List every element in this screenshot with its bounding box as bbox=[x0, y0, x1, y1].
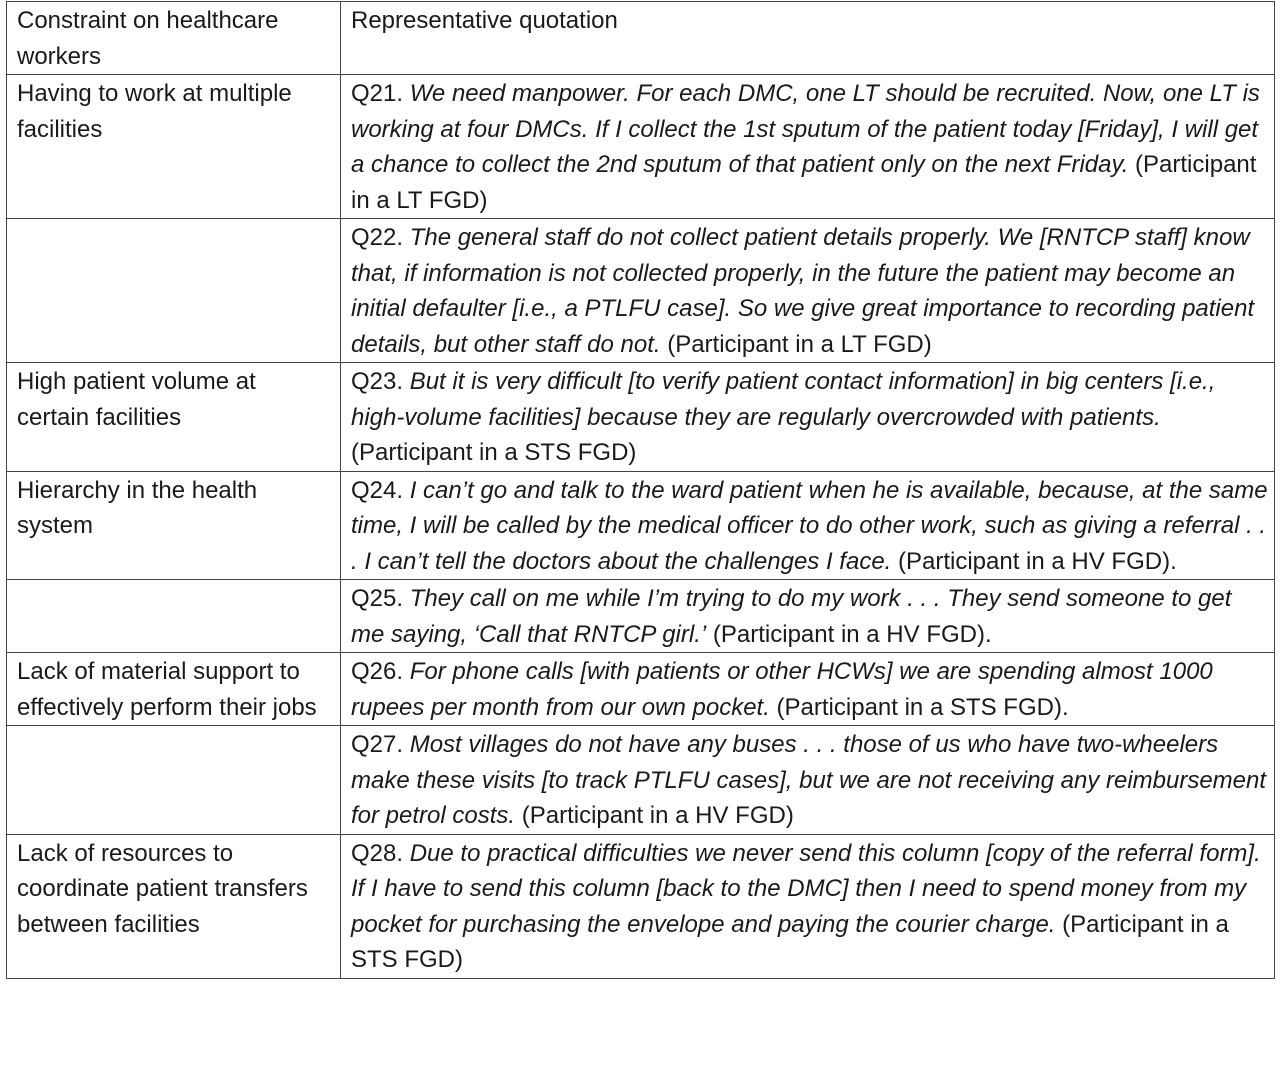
constraint-cell: Lack of resources to coordinate patient transfers between facilities bbox=[7, 834, 341, 978]
quote-source: (Participant in a STS FGD). bbox=[776, 693, 1069, 721]
quote-text: But it is very difficult [to verify patient contact information] in big centers [i.e., high-volume facilities] because they are regularly overcrowded with patients. bbox=[351, 368, 1216, 431]
constraint-cell: High patient volume at certain facilities bbox=[7, 363, 341, 472]
quotation-cell bbox=[341, 75, 1275, 219]
table-row bbox=[7, 471, 1275, 580]
quote-source: (Participant in a HV FGD). bbox=[712, 620, 992, 648]
quote-text: We need manpower. For each DMC, one LT should be recruited. Now, one LT is working at four DMCs. If I collect the 1st sputum of the patient today [Friday], I will get a chance to collect the 2nd sputum of that patient only on the next Friday. bbox=[351, 80, 1260, 178]
constraint-cell bbox=[7, 219, 341, 363]
constraint-cell: Lack of material support to effectively perform their jobs bbox=[7, 653, 341, 726]
quotation-cell bbox=[341, 653, 1275, 726]
table-row bbox=[7, 834, 1275, 978]
table-row bbox=[7, 726, 1275, 835]
table-row bbox=[7, 219, 1275, 363]
quote-source: (Participant in a LT FGD) bbox=[351, 151, 1257, 214]
table-row bbox=[7, 653, 1275, 726]
quotation-cell bbox=[341, 834, 1275, 978]
quote-source: (Participant in a HV FGD). bbox=[898, 547, 1177, 575]
quotation-cell bbox=[341, 219, 1275, 363]
quote-id: Q22. bbox=[351, 224, 404, 251]
quote-source: (Participant in a HV FGD) bbox=[521, 802, 794, 829]
quote-text: The general staff do not collect patient details properly. We [RNTCP staff] know that, if information is not collected properly, in the future the patient may become an initial defaulter [i.e., a PTLFU case]. So we give great importance to recording patient details, but other staff do not. bbox=[351, 224, 1255, 358]
constraint-cell bbox=[7, 580, 341, 653]
quote-id: Q21. bbox=[351, 80, 404, 107]
quote-id: Q23. bbox=[351, 368, 404, 395]
constraint-cell: Having to work at multiple facilities bbox=[7, 75, 341, 219]
quote-id: Q26. bbox=[351, 658, 404, 685]
quote-text: For phone calls [with patients or other HCWs] we are spending almost 1000 rupees per month from our own pocket. bbox=[351, 658, 1213, 721]
quote-source: (Participant in a LT FGD) bbox=[667, 330, 932, 358]
constraint-cell bbox=[7, 726, 341, 835]
constraint-cell: Hierarchy in the health system bbox=[7, 471, 341, 580]
quote-text: I can’t go and talk to the ward patient when he is available, because, at the same time, I will be called by the medical officer to do other work, such as giving a referral . . . I can’t tell the doctors about the challenges I face. bbox=[351, 476, 1268, 575]
table-row bbox=[7, 580, 1275, 653]
quotation-cell bbox=[341, 363, 1275, 472]
quotation-cell bbox=[341, 726, 1275, 835]
quote-source: (Participant in a STS FGD) bbox=[351, 439, 637, 466]
table-header-row bbox=[7, 2, 1275, 75]
quote-id: Q24. bbox=[351, 476, 404, 504]
quote-id: Q27. bbox=[351, 731, 404, 758]
quote-text: Due to practical difficulties we never send this column [copy of the referral form]. If I have to send this column [back to the DMC] then I need to spend money from my pocket for purchasing the envelope and paying the courier charge. bbox=[351, 839, 1261, 938]
table-row bbox=[7, 75, 1275, 219]
quotation-cell bbox=[341, 580, 1275, 653]
quotation-cell bbox=[341, 471, 1275, 580]
quote-text: Most villages do not have any buses . . . those of us who have two-wheelers make these visits [to track PTLFU cases], but we are not receiving any reimbursement for petrol costs. bbox=[351, 731, 1267, 829]
header-quotation: Representative quotation bbox=[341, 2, 1275, 75]
quote-id: Q28. bbox=[351, 839, 404, 867]
quote-id: Q25. bbox=[351, 585, 404, 612]
quote-text: They call on me while I’m trying to do my work . . . They send someone to get me saying, ‘Call that RNTCP girl.’ bbox=[351, 585, 1232, 648]
quotation-table bbox=[6, 1, 1275, 979]
quote-source: (Participant in a STS FGD) bbox=[351, 910, 1229, 973]
table-row bbox=[7, 363, 1275, 472]
header-constraint: Constraint on healthcare workers bbox=[7, 2, 341, 75]
